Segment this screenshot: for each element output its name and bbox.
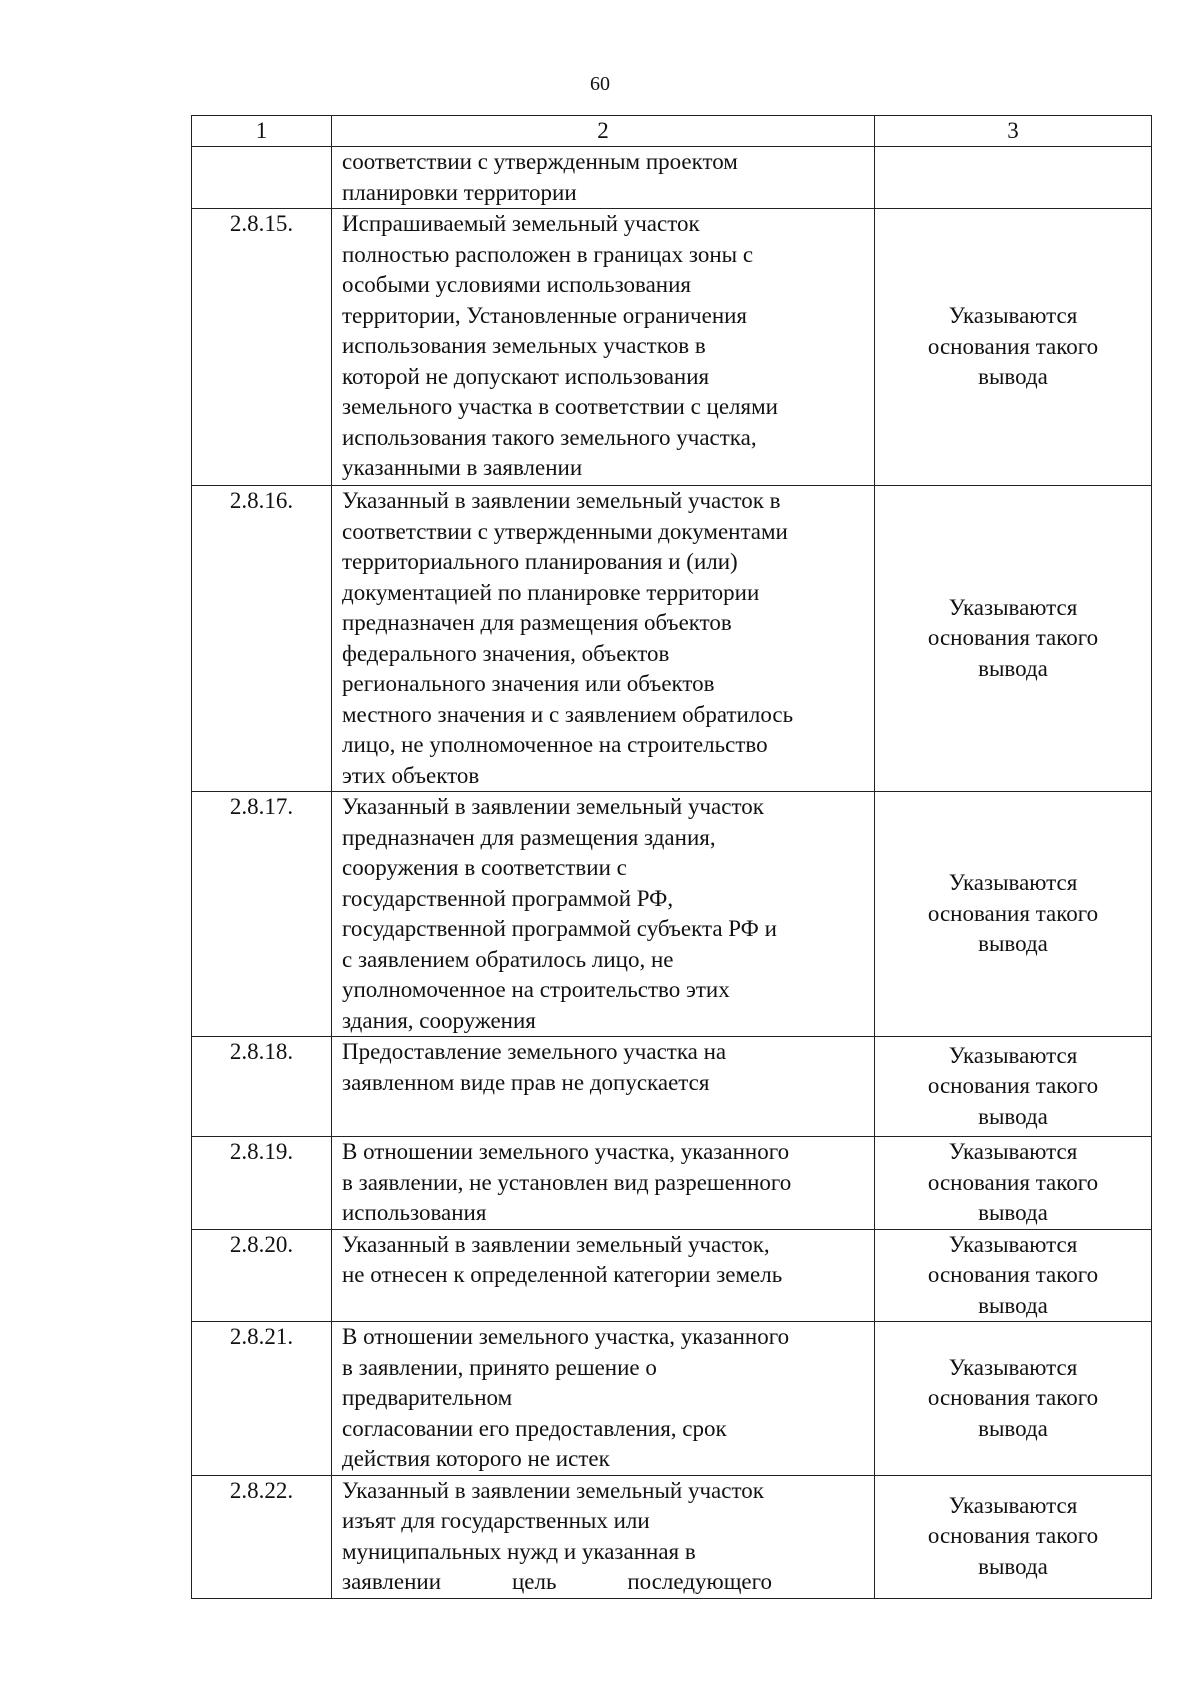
- description-line: предназначен для размещения объектов: [342, 610, 732, 635]
- row-basis: [875, 486, 1152, 792]
- basis-line: вывода: [978, 931, 1048, 957]
- description-line: заявленном виде прав не допускается: [342, 1069, 710, 1095]
- description-line: В отношении земельного участка, указанного: [342, 1324, 790, 1349]
- basis-line: Указываются: [948, 870, 1078, 896]
- row-basis: [875, 1322, 1152, 1476]
- description-line: предварительном: [342, 1385, 513, 1410]
- row-description: [332, 1322, 875, 1476]
- description-line: документацией по планировке территории: [342, 579, 760, 605]
- table-row: [192, 1322, 1152, 1476]
- basis-line: основания такого: [927, 333, 1099, 359]
- description-line: планировки территории: [342, 179, 577, 205]
- basis-line: Указываются: [948, 1042, 1078, 1068]
- description-line: земельного участка в соответствии с целями: [342, 394, 778, 419]
- table-row: [192, 1037, 1152, 1137]
- description-line: использования земельных участков в: [342, 333, 706, 358]
- description-line: этих объектов: [342, 762, 480, 788]
- row-basis: [875, 1475, 1152, 1598]
- table-row: [192, 209, 1152, 486]
- description-line: федерального значения, объектов: [342, 640, 670, 666]
- column-header-3: 3: [875, 116, 1152, 147]
- description-line: государственной программой субъекта РФ и: [342, 916, 777, 941]
- description-line: полностью расположен в границах зоны с: [342, 241, 754, 267]
- description-line: использования: [342, 1200, 487, 1225]
- row-number-cell: [192, 147, 332, 209]
- basis-line: вывода: [978, 1415, 1048, 1441]
- description-line: сооружения в соответствии с: [342, 855, 627, 880]
- table-row: [192, 792, 1152, 1037]
- description-line: местного значения и с заявлением обратилось: [342, 701, 794, 727]
- description-word: цель: [511, 1569, 557, 1594]
- basis-line: основания такого: [927, 1523, 1099, 1549]
- row-description: [332, 147, 875, 209]
- description-line: которой не допускают использования: [342, 363, 710, 389]
- basis-line: вывода: [978, 1292, 1048, 1318]
- basis-line: основания такого: [927, 1169, 1099, 1195]
- row-basis: [875, 209, 1152, 486]
- table-row: [192, 1137, 1152, 1230]
- basis-line: Указываются: [948, 303, 1078, 329]
- description-line: Указанный в заявлении земельный участок,: [342, 1231, 770, 1257]
- description-line: муниципальных нужд и указанная в: [342, 1538, 696, 1564]
- row-number: 2.8.20.: [192, 1229, 332, 1322]
- basis-line: основания такого: [927, 625, 1099, 651]
- description-word: последующего: [627, 1569, 772, 1594]
- row-number: 2.8.15.: [192, 209, 332, 486]
- description-line: государственной программой РФ,: [342, 885, 674, 911]
- description-line: регионального значения или объектов: [342, 671, 715, 696]
- table-header-row: [192, 116, 1152, 147]
- description-line: действия которого не истек: [342, 1446, 610, 1471]
- basis-line: основания такого: [927, 1385, 1099, 1410]
- description-line: здания, сооружения: [342, 1007, 536, 1033]
- description-line: указанными в заявлении: [342, 455, 583, 480]
- description-word: заявлении: [342, 1569, 442, 1594]
- basis-line: вывода: [978, 655, 1048, 681]
- row-basis-cell: [875, 147, 1152, 209]
- basis-line: основания такого: [927, 1073, 1099, 1099]
- description-line: в заявлении, принято решение о: [342, 1354, 657, 1380]
- description-line: соответствии с утвержденным проектом: [342, 149, 738, 174]
- description-line-justified: [342, 1567, 772, 1598]
- description-line: с заявлением обратилось лицо, не: [342, 946, 674, 972]
- description-line: Испрашиваемый земельный участок: [342, 211, 700, 236]
- description-line: изъят для государственных или: [342, 1508, 650, 1533]
- basis-line: вывода: [978, 1200, 1048, 1225]
- description-line: предназначен для размещения здания,: [342, 824, 716, 850]
- row-number: 2.8.17.: [192, 792, 332, 1037]
- description-line: особыми условиями использования: [342, 272, 691, 297]
- table-row-continuation: [192, 147, 1152, 209]
- table-row: [192, 1475, 1152, 1598]
- row-description: [332, 1137, 875, 1230]
- basis-line: Указываются: [948, 1354, 1078, 1380]
- table-row: [192, 486, 1152, 792]
- column-header-1: 1: [192, 116, 332, 147]
- description-line: В отношении земельного участка, указанного: [342, 1139, 790, 1164]
- description-line: не отнесен к определенной категории земель: [342, 1262, 783, 1287]
- description-line: согласовании его предоставления, срок: [342, 1415, 727, 1441]
- basis-line: вывода: [978, 1103, 1048, 1129]
- grounds-table: [191, 115, 1152, 1599]
- row-description: [332, 792, 875, 1037]
- row-description: [332, 1229, 875, 1322]
- description-line: лицо, не уполномоченное на строительство: [342, 732, 768, 757]
- row-basis: [875, 1137, 1152, 1230]
- description-line: территориального планирования и (или): [342, 549, 738, 574]
- page-number: 60: [590, 73, 610, 95]
- row-number: 2.8.22.: [192, 1475, 332, 1598]
- basis-line: Указываются: [948, 1492, 1078, 1518]
- description-line: Указанный в заявлении земельный участок: [342, 1477, 764, 1503]
- table-row: [192, 1229, 1152, 1322]
- row-description: [332, 1475, 875, 1598]
- description-line: территории, Установленные ограничения: [342, 302, 748, 328]
- row-number: 2.8.18.: [192, 1037, 332, 1137]
- row-number: 2.8.19.: [192, 1137, 332, 1230]
- row-basis: [875, 792, 1152, 1037]
- row-description: [332, 1037, 875, 1137]
- description-line: Указанный в заявлении земельный участок в: [342, 488, 781, 513]
- column-header-2: 2: [332, 116, 875, 147]
- description-line: уполномоченное на строительство этих: [342, 977, 730, 1002]
- basis-line: Указываются: [948, 1231, 1078, 1257]
- basis-line: основания такого: [927, 900, 1099, 926]
- row-basis: [875, 1037, 1152, 1137]
- description-line: соответствии с утвержденными документами: [342, 518, 788, 544]
- row-number: 2.8.16.: [192, 486, 332, 792]
- row-description: [332, 209, 875, 486]
- description-line: использования такого земельного участка,: [342, 424, 757, 450]
- basis-line: Указываются: [948, 1139, 1078, 1164]
- row-description: [332, 486, 875, 792]
- description-line: в заявлении, не установлен вид разрешенного: [342, 1169, 792, 1195]
- row-basis: [875, 1229, 1152, 1322]
- row-number: 2.8.21.: [192, 1322, 332, 1476]
- description-line: Предоставление земельного участка на: [342, 1039, 727, 1064]
- basis-line: вывода: [978, 1553, 1048, 1579]
- basis-line: вывода: [978, 364, 1048, 390]
- description-line: Указанный в заявлении земельный участок: [342, 794, 764, 819]
- basis-line: Указываются: [948, 594, 1078, 620]
- basis-line: основания такого: [927, 1262, 1099, 1287]
